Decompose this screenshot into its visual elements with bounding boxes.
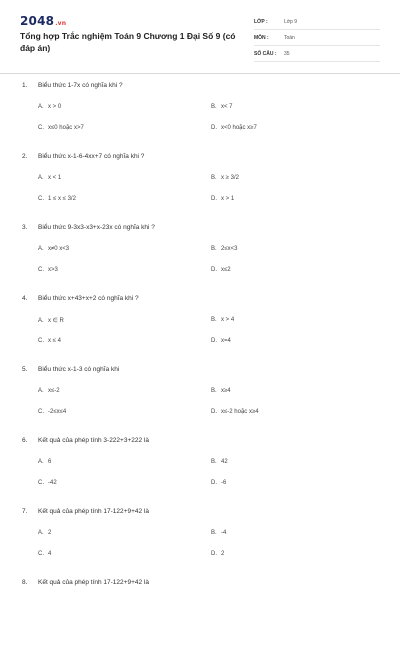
- option-text: x≤-2: [48, 388, 60, 394]
- option-c[interactable]: [38, 338, 61, 344]
- logo-text: 2048: [20, 14, 55, 28]
- option-text: 2≤x<3: [221, 246, 238, 252]
- option-c[interactable]: [38, 480, 57, 486]
- option-c[interactable]: [38, 125, 84, 131]
- logo-tld: .vn: [55, 20, 67, 27]
- option-a[interactable]: [38, 175, 61, 181]
- site-logo[interactable]: [20, 14, 66, 28]
- option-text: x > 1: [221, 196, 235, 202]
- option-text: x≤-2 hoặc x≥4: [221, 409, 259, 415]
- option-text: 42: [221, 459, 228, 465]
- question-text: [22, 508, 149, 515]
- option-text: 2: [48, 530, 52, 536]
- question-number: 8.: [22, 579, 28, 586]
- option-letter: C.: [38, 480, 44, 486]
- page-title: Tổng hợp Trắc nghiệm Toán 9 Chương 1 Đại Số 9 (có đáp án): [20, 31, 236, 53]
- option-text: x ∈ R: [48, 318, 64, 324]
- option-letter: B.: [211, 459, 217, 465]
- option-text: x ≥ 3/2: [221, 175, 239, 181]
- question-label: Biểu thức 9-3x3-x3+x-23x có nghĩa khi ?: [38, 224, 155, 231]
- option-letter: D.: [211, 338, 217, 344]
- option-b[interactable]: [211, 317, 234, 323]
- option-d[interactable]: [211, 196, 234, 202]
- question-number: 2.: [22, 153, 28, 160]
- option-c[interactable]: [38, 267, 58, 273]
- option-letter: D.: [211, 551, 217, 557]
- option-letter: B.: [211, 530, 217, 536]
- option-letter: A.: [38, 104, 44, 110]
- option-b[interactable]: [211, 388, 231, 394]
- option-d[interactable]: [211, 409, 259, 415]
- quiz-meta: [254, 16, 380, 62]
- option-d[interactable]: [211, 551, 224, 557]
- option-letter: D.: [211, 125, 217, 131]
- meta-key: LỚP :: [254, 19, 268, 25]
- option-text: x<0 hoặc x≥7: [221, 125, 257, 131]
- option-c[interactable]: [38, 551, 51, 557]
- option-letter: A.: [38, 246, 44, 252]
- option-text: x ≤ 4: [48, 338, 61, 344]
- question-4: [0, 292, 400, 363]
- option-text: 4: [48, 551, 52, 557]
- option-letter: D.: [211, 409, 217, 415]
- option-letter: A.: [38, 530, 44, 536]
- question-label: Kết quả của phép tính 17-122+9+42 là: [38, 579, 149, 586]
- option-letter: B.: [211, 317, 217, 323]
- question-list: [0, 79, 400, 647]
- option-letter: A.: [38, 175, 44, 181]
- question-number: 3.: [22, 224, 28, 231]
- question-label: Biểu thức 1-7x có nghĩa khi ?: [38, 82, 123, 89]
- option-b[interactable]: [211, 246, 237, 252]
- meta-value: Toán: [284, 35, 295, 41]
- option-letter: C.: [38, 338, 44, 344]
- option-letter: C.: [38, 551, 44, 557]
- option-letter: A.: [38, 318, 44, 324]
- question-5: [0, 363, 400, 434]
- option-letter: C.: [38, 125, 44, 131]
- question-7: [0, 505, 400, 576]
- option-a[interactable]: [38, 104, 61, 110]
- option-a[interactable]: [38, 388, 60, 394]
- option-text: -2≤x≤4: [48, 409, 67, 415]
- question-text: [22, 366, 119, 373]
- option-letter: D.: [211, 267, 217, 273]
- option-b[interactable]: [211, 530, 226, 536]
- option-letter: C.: [38, 409, 44, 415]
- header: [0, 0, 400, 68]
- option-d[interactable]: [211, 338, 231, 344]
- option-letter: B.: [211, 104, 217, 110]
- option-text: -42: [48, 480, 57, 486]
- option-b[interactable]: [211, 175, 239, 181]
- option-d[interactable]: [211, 480, 226, 486]
- question-text: [22, 153, 144, 160]
- question-label: Biểu thức x-1-6-4xx+7 có nghĩa khi ?: [38, 153, 145, 160]
- option-letter: D.: [211, 480, 217, 486]
- question-number: 7.: [22, 508, 28, 515]
- meta-key: MÔN :: [254, 35, 269, 41]
- option-text: 2: [221, 551, 225, 557]
- option-letter: B.: [211, 246, 217, 252]
- meta-row-subject: [254, 32, 380, 46]
- header-divider: [0, 73, 400, 74]
- option-letter: B.: [211, 388, 217, 394]
- option-a[interactable]: [38, 317, 64, 324]
- question-text: [22, 579, 149, 586]
- option-a[interactable]: [38, 246, 69, 252]
- option-text: x>3: [48, 267, 58, 273]
- option-text: x < 1: [48, 175, 62, 181]
- option-text: x≤2: [221, 267, 231, 273]
- question-number: 6.: [22, 437, 28, 444]
- question-label: Biểu thức x-1-3 có nghĩa khi: [38, 366, 120, 373]
- meta-key: SỐ CÂU :: [254, 51, 277, 57]
- option-text: 6: [48, 459, 52, 465]
- option-d[interactable]: [211, 125, 257, 131]
- option-text: x≤0 hoặc x>7: [48, 125, 84, 131]
- option-b[interactable]: [211, 104, 233, 110]
- question-text: [22, 82, 123, 89]
- option-text: 1 ≤ x ≤ 3/2: [48, 196, 76, 202]
- option-letter: C.: [38, 267, 44, 273]
- question-3: [0, 221, 400, 292]
- question-2: [0, 150, 400, 221]
- meta-row-class: [254, 16, 380, 30]
- question-8: [0, 576, 400, 647]
- option-a[interactable]: [38, 530, 51, 536]
- option-b[interactable]: [211, 459, 228, 465]
- option-text: -6: [221, 480, 227, 486]
- meta-value: 35: [284, 51, 290, 57]
- question-text: [22, 295, 139, 302]
- question-number: 1.: [22, 82, 28, 89]
- question-number: 4.: [22, 295, 28, 302]
- question-1: [0, 79, 400, 150]
- option-text: x=4: [221, 338, 231, 344]
- option-c[interactable]: [38, 409, 66, 415]
- meta-value: Lớp 9: [284, 19, 298, 25]
- question-6: [0, 434, 400, 505]
- option-text: x > 0: [48, 104, 62, 110]
- option-c[interactable]: [38, 196, 76, 202]
- option-text: -4: [221, 530, 227, 536]
- option-letter: A.: [38, 388, 44, 394]
- option-letter: C.: [38, 196, 44, 202]
- option-letter: A.: [38, 459, 44, 465]
- option-text: x≠0 x<3: [48, 246, 70, 252]
- question-text: [22, 224, 155, 231]
- option-text: x > 4: [221, 317, 235, 323]
- option-letter: B.: [211, 175, 217, 181]
- option-a[interactable]: [38, 459, 51, 465]
- question-label: Kết quả của phép tính 17-122+9+42 là: [38, 508, 149, 515]
- question-label: Biểu thức x+43+x+2 có nghĩa khi ?: [38, 295, 139, 302]
- question-text: [22, 437, 149, 444]
- option-text: x< 7: [221, 104, 233, 110]
- option-letter: D.: [211, 196, 217, 202]
- option-text: x≥4: [221, 388, 231, 394]
- option-d[interactable]: [211, 267, 231, 273]
- meta-row-count: [254, 48, 380, 62]
- question-label: Kết quả của phép tính 3-222+3+222 là: [38, 437, 149, 444]
- question-number: 5.: [22, 366, 28, 373]
